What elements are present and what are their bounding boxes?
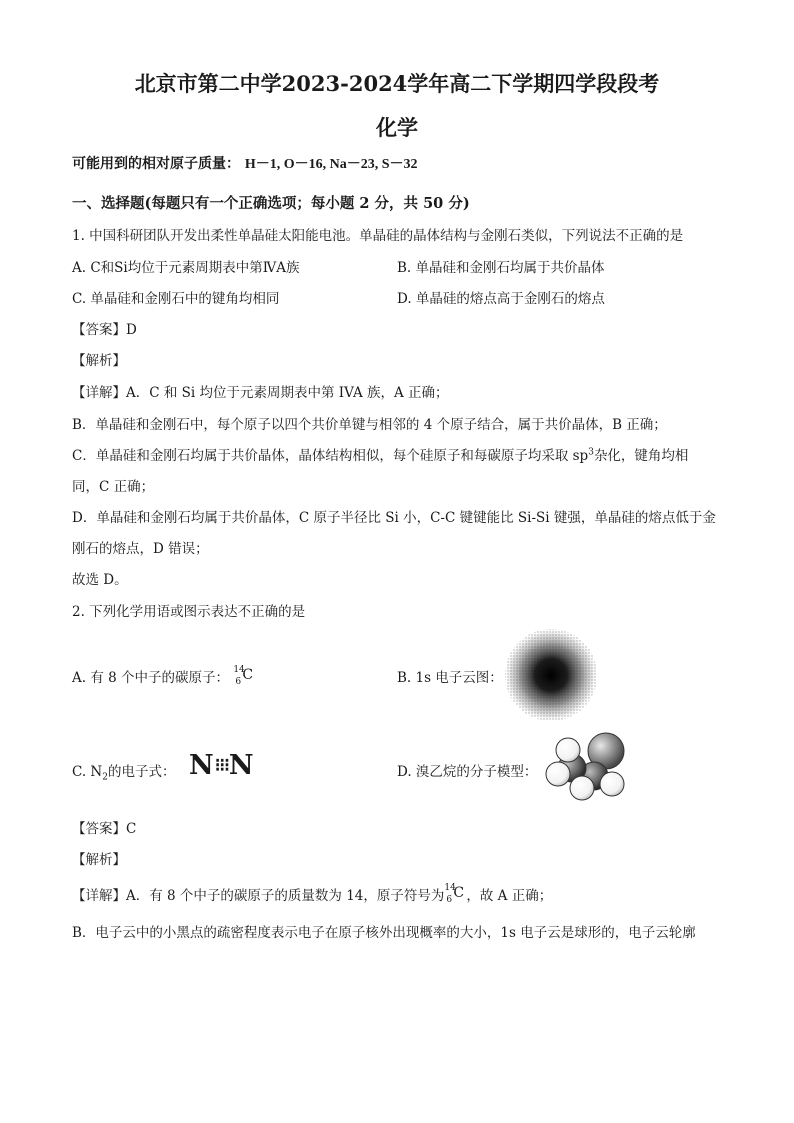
q1-answer	[72, 318, 137, 338]
n2-subscript: 2	[102, 772, 108, 783]
element-symbol: C	[453, 885, 465, 901]
answer-value: D	[126, 322, 137, 338]
1s-electron-cloud-image	[504, 628, 598, 722]
detail-a-text-2: ，故 A 正确；	[466, 888, 553, 904]
q2-detail-a	[72, 884, 552, 905]
atomic-masses-label: 可能用到的相对原子质量：	[72, 156, 240, 172]
atomic-number: 6	[446, 895, 453, 905]
detail-a-text: A．有 8 个中子的碳原子的质量数为 14，原子符号为	[126, 888, 445, 904]
q1-detail-a	[72, 381, 449, 401]
mass-number: 14	[233, 665, 245, 675]
detail-tag: 【详解】	[72, 888, 126, 904]
carbon-14-isotope-symbol-inline	[444, 885, 466, 905]
answer-value: C	[126, 821, 137, 837]
detail-text: A．C 和 Si 均位于元素周期表中第 IVA 族，A 正确；	[126, 385, 449, 401]
q1-conclusion: 故选 D。	[72, 572, 128, 588]
q2-option-c	[72, 760, 175, 783]
bromoethane-space-filling-model	[542, 732, 634, 804]
q2-detail-b: B．电子云中的小黑点的疏密程度表示电子在原子核外出现概率的大小，1s 电子云是球形的，电子云轮廓	[72, 925, 696, 941]
element-symbol: C	[242, 667, 254, 683]
n2-left-atom: N	[189, 750, 215, 781]
q1-analysis-tag: 【解析】	[72, 353, 126, 369]
document-title: 北京市第二中学2023-2024学年高二下学期四学段段考	[134, 71, 660, 96]
n2-right-atom: N	[228, 750, 255, 781]
option-c-suffix: 的电子式：	[107, 764, 176, 780]
atomic-masses-line	[72, 153, 418, 173]
q2-option-b: B. 1s 电子云图：	[397, 670, 503, 686]
q1-stem: 1. 中国科研团队开发出柔性单晶硅太阳能电池。单晶硅的晶体结构与金刚石类似，下列说法不正确的是	[72, 228, 684, 244]
detail-c-text-2: 杂化，键角均相	[593, 448, 689, 464]
option-c-prefix: C. N	[72, 764, 103, 780]
molecule-model-svg	[542, 732, 634, 804]
atomic-masses-values: H－1, O－16, Na－23, S－32	[244, 157, 418, 172]
electron-cloud-svg	[504, 628, 598, 722]
q2-answer	[72, 817, 136, 837]
carbon-14-isotope-symbol	[233, 667, 255, 687]
q1-detail-d-cont: 刚石的熔点，D 错误；	[72, 541, 209, 557]
option-a-text: A. 有 8 个中子的碳原子：	[72, 670, 230, 686]
q1-option-a: A. C和Si均位于元素周期表中第ⅣA族	[72, 260, 300, 276]
n2-electron-formula	[189, 750, 255, 781]
q1-detail-b: B．单晶硅和金刚石中，每个原子以四个共价单键与相邻的 4 个原子结合，属于共价晶体，B 正确；	[72, 417, 667, 433]
detail-c-text: C．单晶硅和金刚石均属于共价晶体，晶体结构相似，每个硅原子和每碳原子均采取 sp	[72, 448, 589, 464]
q1-option-b: B. 单晶硅和金刚石均属于共价晶体	[397, 260, 605, 276]
q1-option-c: C. 单晶硅和金刚石中的键角均相同	[72, 291, 280, 307]
atomic-number: 6	[235, 677, 242, 687]
q1-detail-d: D．单晶硅和金刚石均属于共价晶体，C 原子半径比 Si 小，C-C 键键能比 Si-Si 键强，单晶硅的熔点低于金	[72, 510, 716, 526]
section-heading: 一、选择题(每题只有一个正确选项；每小题 2 分，共 50 分)	[72, 195, 470, 212]
q2-analysis-tag: 【解析】	[72, 852, 126, 868]
detail-tag: 【详解】	[72, 385, 126, 401]
q1-detail-c	[72, 444, 688, 464]
mass-number: 14	[444, 883, 456, 893]
q2-option-d: D. 溴乙烷的分子模型：	[397, 764, 538, 780]
sp3-superscript: 3	[588, 447, 594, 458]
answer-tag: 【答案】	[72, 821, 126, 837]
subject-title: 化学	[376, 115, 418, 140]
answer-tag: 【答案】	[72, 322, 126, 338]
q2-stem: 2. 下列化学用语或图示表达不正确的是	[72, 604, 306, 620]
q1-detail-c-cont: 同，C 正确；	[72, 479, 155, 495]
q2-option-a	[72, 666, 255, 687]
n2-bond-dots: ⁝⁝⁝	[214, 755, 229, 776]
q1-option-d: D. 单晶硅的熔点高于金刚石的熔点	[397, 291, 605, 307]
